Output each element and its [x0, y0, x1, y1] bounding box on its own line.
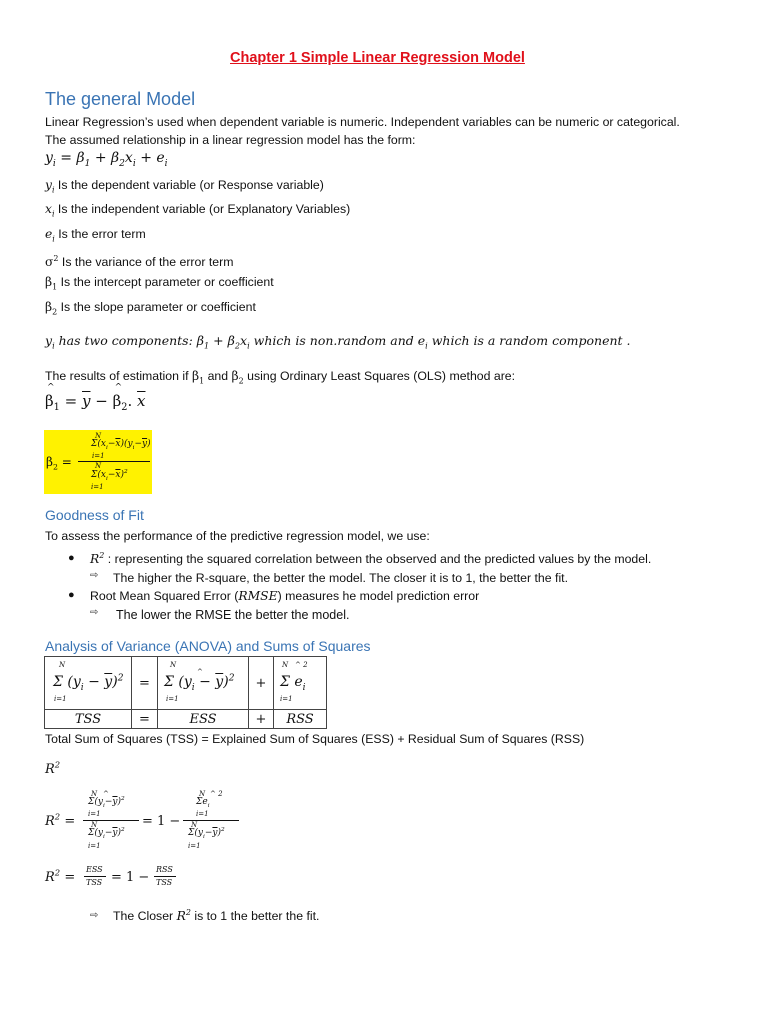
bullet-dot-icon: ● — [68, 589, 75, 601]
sub-bullet-rmse: The lower the RMSE the better the model. — [116, 608, 350, 622]
bullet-rmse: Root Mean Squared Error (RMSE) measures he model prediction error — [90, 589, 480, 603]
r2-closer-note: The Closer $R^2$ is to 1 the better the fit. — [113, 907, 320, 923]
arrow-right-icon: ⇨ — [90, 910, 99, 921]
model-equation: $y_i = \beta_1 + \beta_2x_i + e_i$ — [45, 150, 168, 169]
beta1-hat-equation: β ^ $_1 = \overline{y} - \beta$ ^ $_2$. $\overline{x}$ — [45, 383, 146, 413]
r2-formula: $R^2$ = N ^ $\Sigma(y_i-\overline{y})^2$ i=1 N $\Sigma(y_i-\overline{y})^2$ i=1 = 1 − N ^ 2 $\Sigma e_i$ i=1 N $\Sigma(y_i-\overline{y})^2$ i=1 — [45, 788, 245, 854]
beta2-hat-formula: $\beta_2$ = N $\Sigma(x_i-\overline{x})(y_i-\overline{y})$ i=1 N $\Sigma(x_i-\overline{x})^2$ i=1 — [44, 430, 152, 494]
goodness-intro: To assess the performance of the predictive regression model, we use: — [45, 529, 430, 543]
def-beta1: $\beta_1$ Is the intercept parameter or coefficient — [45, 275, 274, 292]
anova-heading: Analysis of Variance (ANOVA) and Sums of Squares — [45, 638, 371, 654]
general-model-heading: The general Model — [45, 89, 196, 109]
def-sigma: $\sigma^2$ Is the variance of the error term — [45, 253, 234, 269]
bullet-dot-icon: ● — [68, 552, 75, 564]
arrow-right-icon: ⇨ — [90, 570, 99, 581]
anova-equals-2: = — [132, 710, 158, 729]
r2-ess-tss-formula: $R^2$ = ESS TSS = 1 − RSS TSS — [45, 864, 195, 894]
ols-line: The results of estimation if $\beta_1$ and $\beta_2$ using Ordinary Least Squares (OLS) method are: — [45, 369, 516, 386]
intro-line-2: The assumed relationship in a linear regression model has the form: — [45, 133, 416, 147]
anova-table — [44, 656, 327, 729]
def-beta2: $\beta_2$ Is the slope parameter or coefficient — [45, 300, 256, 317]
def-y: $y_i$ Is the dependent variable (or Response variable) — [45, 178, 324, 195]
anova-ess-formula: N ^ Σ $(y_i - \overline{y})^2$ i=1 — [158, 657, 249, 710]
def-e: $e_i$ Is the error term — [45, 227, 146, 244]
anova-plus-2: + — [249, 710, 274, 729]
r2-label: $R^2$ — [45, 759, 61, 777]
sub-bullet-r2: The higher the R-square, the better the model. The closer it is to 1, the better the fit. — [113, 571, 569, 585]
anova-plus: + — [249, 657, 274, 710]
anova-ess-label: ESS — [158, 710, 249, 729]
page-title: Chapter 1 Simple Linear Regression Model — [230, 50, 525, 66]
goodness-heading: Goodness of Fit — [45, 507, 144, 523]
def-x: $x_i$ Is the independent variable (or Explanatory Variables) — [45, 202, 351, 219]
anova-tss-formula: N Σ $(y_i - \overline{y})^2$ i=1 — [45, 657, 132, 710]
intro-line-1: Linear Regression’s used when dependent variable is numeric. Independent variables can be numeric or categorical. — [45, 115, 680, 129]
arrow-right-icon: ⇨ — [90, 607, 99, 618]
anova-equals: = — [132, 657, 158, 710]
anova-rss-formula: N ^ 2 Σ $e_i$ i=1 — [274, 657, 327, 710]
anova-rss-label: RSS — [274, 710, 327, 729]
components-line: $y_i$ has two components: $\beta_1 + \beta_2x_i$ which is non.random and $e_i$ which is a random component . — [45, 333, 631, 351]
anova-caption: Total Sum of Squares (TSS) = Explained Sum of Squares (ESS) + Residual Sum of Squares (RSS) — [45, 732, 585, 746]
bullet-r2: $R^2$ : representing the squared correlation between the observed and the predicted values by the model. — [90, 550, 652, 566]
anova-tss-label: TSS — [45, 710, 132, 729]
